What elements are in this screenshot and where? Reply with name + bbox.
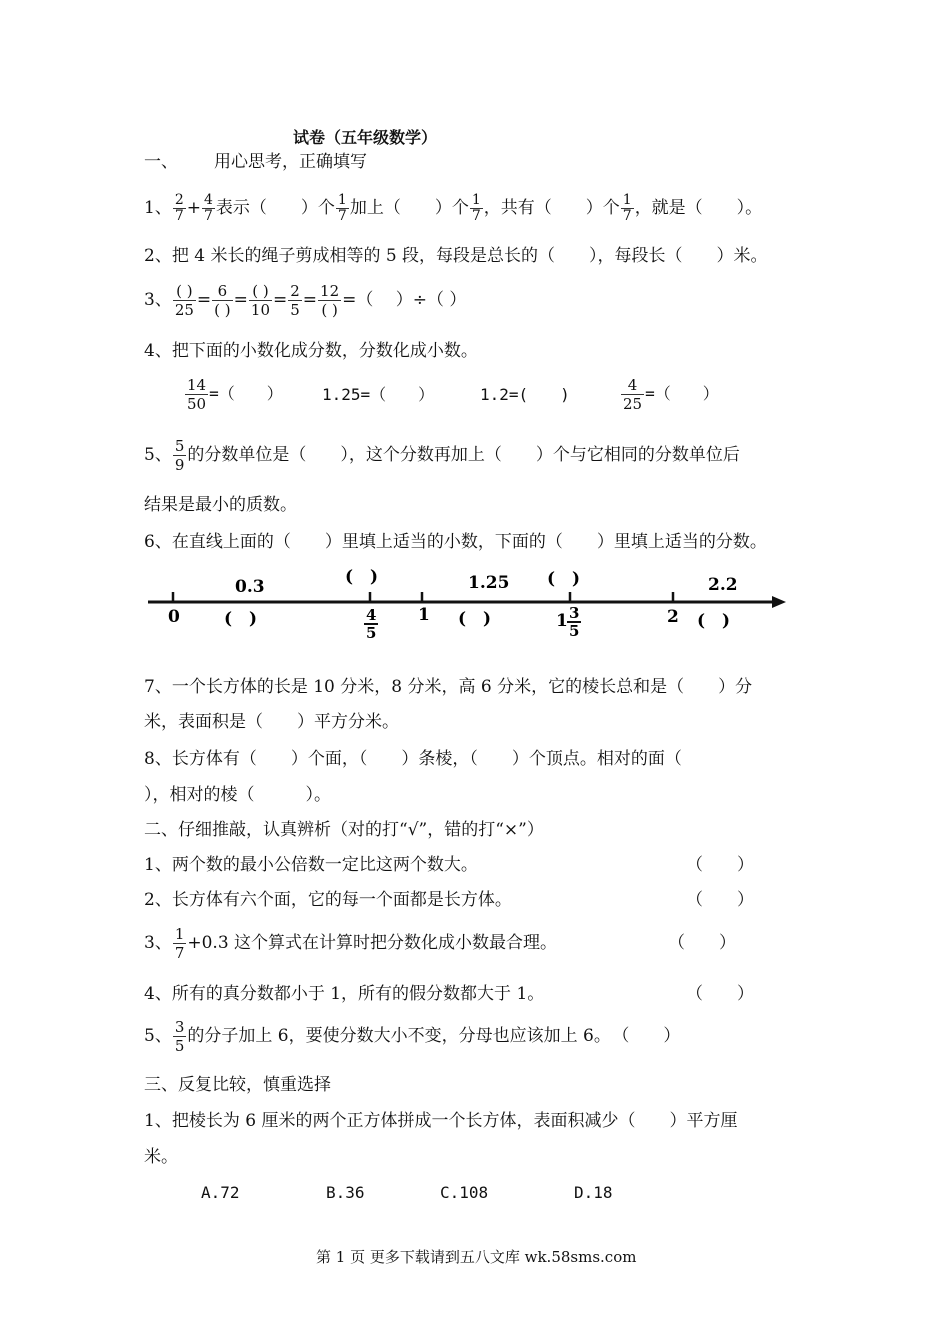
q1-number: 1、 bbox=[144, 198, 172, 218]
top-label-0-3: 0.3 bbox=[235, 577, 265, 597]
bottom-label-blank: ( ) bbox=[224, 609, 258, 629]
arrow-head-icon bbox=[772, 596, 786, 608]
q4-item-a: $\frac{14}{50}$ =（ ） bbox=[187, 376, 283, 413]
bottom-label-1-3-5-whole: 1 bbox=[556, 611, 568, 631]
s1-question-3: 3、 $\frac{( )}{25}$ = $\frac{6}{( )}$ = $\frac{( )}{10}$ = $\frac{2}{5}$ = $\frac{12}{( )}$ =（ ）÷（ ） bbox=[144, 282, 467, 319]
s1-question-7-line2: 米，表面积是（ ）平方分米。 bbox=[144, 712, 399, 732]
s2-question-2: 2、长方体有六个面，它的每一个面都是长方体。 bbox=[144, 890, 512, 910]
s1-question-4: 4、把下面的小数化成分数，分数化成小数。 bbox=[144, 341, 478, 361]
answer-paren: （ ） bbox=[686, 890, 754, 910]
fraction: $\frac{1}{7}$ bbox=[174, 925, 185, 962]
top-label-1-25: 1.25 bbox=[468, 573, 510, 593]
top-label-blank: ( ) bbox=[345, 567, 379, 587]
option-a: A.72 bbox=[201, 1183, 240, 1202]
bottom-label-1: 1 bbox=[418, 605, 430, 625]
fraction: $\frac{1}{7}$ bbox=[337, 192, 347, 224]
fraction: $\frac{4}{7}$ bbox=[204, 192, 213, 224]
option-b: B.36 bbox=[326, 1183, 365, 1202]
option-c: C.108 bbox=[440, 1183, 489, 1202]
fraction: $\frac{14}{50}$ bbox=[187, 376, 207, 413]
fraction: $\frac{( )}{10}$ bbox=[250, 282, 270, 319]
s2-question-5: 5、 $\frac{3}{5}$ 的分子加上 6，要使分数大小不变，分母也应该加上 6。 （ ） bbox=[144, 1018, 681, 1055]
s2-question-4: 4、所有的真分数都小于 1，所有的假分数都大于 1。 bbox=[144, 984, 545, 1004]
option-d: D.18 bbox=[574, 1183, 613, 1202]
s3-question-1: 1、把棱长为 6 厘米的两个正方体拼成一个长方体，表面积减少（ ）平方厘 bbox=[144, 1111, 738, 1131]
q4-item-d: $\frac{4}{25}$ =（ ） bbox=[623, 376, 719, 413]
fraction: $\frac{3}{5}$ bbox=[174, 1018, 185, 1055]
section1-heading-text: 用心思考，正确填写 bbox=[214, 152, 367, 172]
fraction: $\frac{1}{7}$ bbox=[471, 192, 481, 224]
s1-question-7: 7、一个长方体的长是 10 分米，8 分米，高 6 分米，它的棱长总和是（ ）分 bbox=[144, 677, 753, 697]
fraction: $\frac{6}{( )}$ bbox=[214, 282, 231, 319]
fraction: $\frac{5}{9}$ bbox=[174, 437, 185, 474]
s1-question-2: 2、把 4 米长的绳子剪成相等的 5 段，每段是总长的（ ），每段长（ ）米。 bbox=[144, 246, 768, 266]
answer-paren: （ ） bbox=[620, 1026, 681, 1046]
bottom-label-1-3-5-den: 5 bbox=[569, 622, 580, 640]
s1-question-6: 6、在直线上面的（ ）里填上适当的小数，下面的（ ）里填上适当的分数。 bbox=[144, 532, 767, 552]
s1-question-5-line2: 结果是最小的质数。 bbox=[144, 495, 297, 515]
s1-question-8-line2: ），相对的棱（ ）。 bbox=[144, 785, 331, 805]
top-label-2-2: 2.2 bbox=[708, 575, 738, 595]
q4-item-c: 1.2=( ) bbox=[480, 385, 570, 404]
s1-question-1: 1、 $\frac{2}{7}$ + $\frac{4}{7}$ 表示（ ）个 $\frac{1}{7}$ 加上（ ）个 $\frac{1}{7}$ ，共有（ ）个 $\frac{1}{7}$ ，就是（ ）。 bbox=[144, 192, 763, 224]
q4-item-b: 1.25=（ ） bbox=[322, 385, 435, 404]
top-label-blank: ( ) bbox=[547, 569, 581, 589]
page-title: 试卷（五年级数学） bbox=[293, 128, 438, 147]
page-footer: 第 1 页 更多下载请到五八文库 wk.58sms.com bbox=[316, 1248, 637, 1266]
answer-paren: （ ） bbox=[686, 855, 754, 875]
section1-heading-number: 一、 bbox=[144, 152, 178, 172]
s1-question-5: 5、 $\frac{5}{9}$ 的分数单位是（ ），这个分数再加上（ ）个与它相同的分数单位后 bbox=[144, 437, 740, 474]
section2-heading: 二、仔细推敲，认真辨析（对的打“√”，错的打“×”） bbox=[144, 820, 544, 840]
section3-heading: 三、反复比较，慎重选择 bbox=[144, 1075, 331, 1095]
bottom-label-blank: ( ) bbox=[458, 609, 492, 629]
bottom-label-blank: ( ) bbox=[697, 611, 731, 631]
answer-paren: （ ） bbox=[668, 933, 736, 953]
s3-question-1-line2: 米。 bbox=[144, 1147, 178, 1167]
bottom-label-1-3-5-num: 3 bbox=[569, 604, 580, 622]
s2-question-3: 3、 $\frac{1}{7}$ +0.3 这个算式在计算时把分数化成小数最合理。 bbox=[144, 925, 558, 962]
fraction: $\frac{2}{5}$ bbox=[290, 282, 300, 319]
s2-question-1: 1、两个数的最小公倍数一定比这两个数大。 bbox=[144, 855, 478, 875]
fraction: $\frac{2}{7}$ bbox=[174, 192, 184, 224]
bottom-label-0: 0 bbox=[168, 607, 180, 627]
bottom-label-4-5-num: 4 bbox=[366, 606, 377, 624]
fraction: $\frac{1}{7}$ bbox=[622, 192, 632, 224]
bottom-label-2: 2 bbox=[667, 607, 679, 627]
number-line-figure bbox=[140, 562, 800, 652]
bottom-label-4-5-den: 5 bbox=[366, 624, 377, 642]
answer-paren: （ ） bbox=[686, 984, 754, 1004]
fraction: $\frac{( )}{25}$ bbox=[174, 282, 194, 319]
fraction: $\frac{4}{25}$ bbox=[623, 376, 643, 413]
s1-question-8: 8、长方体有（ ）个面，（ ）条棱，（ ）个顶点。相对的面（ bbox=[144, 749, 682, 769]
fraction: $\frac{12}{( )}$ bbox=[320, 282, 340, 319]
